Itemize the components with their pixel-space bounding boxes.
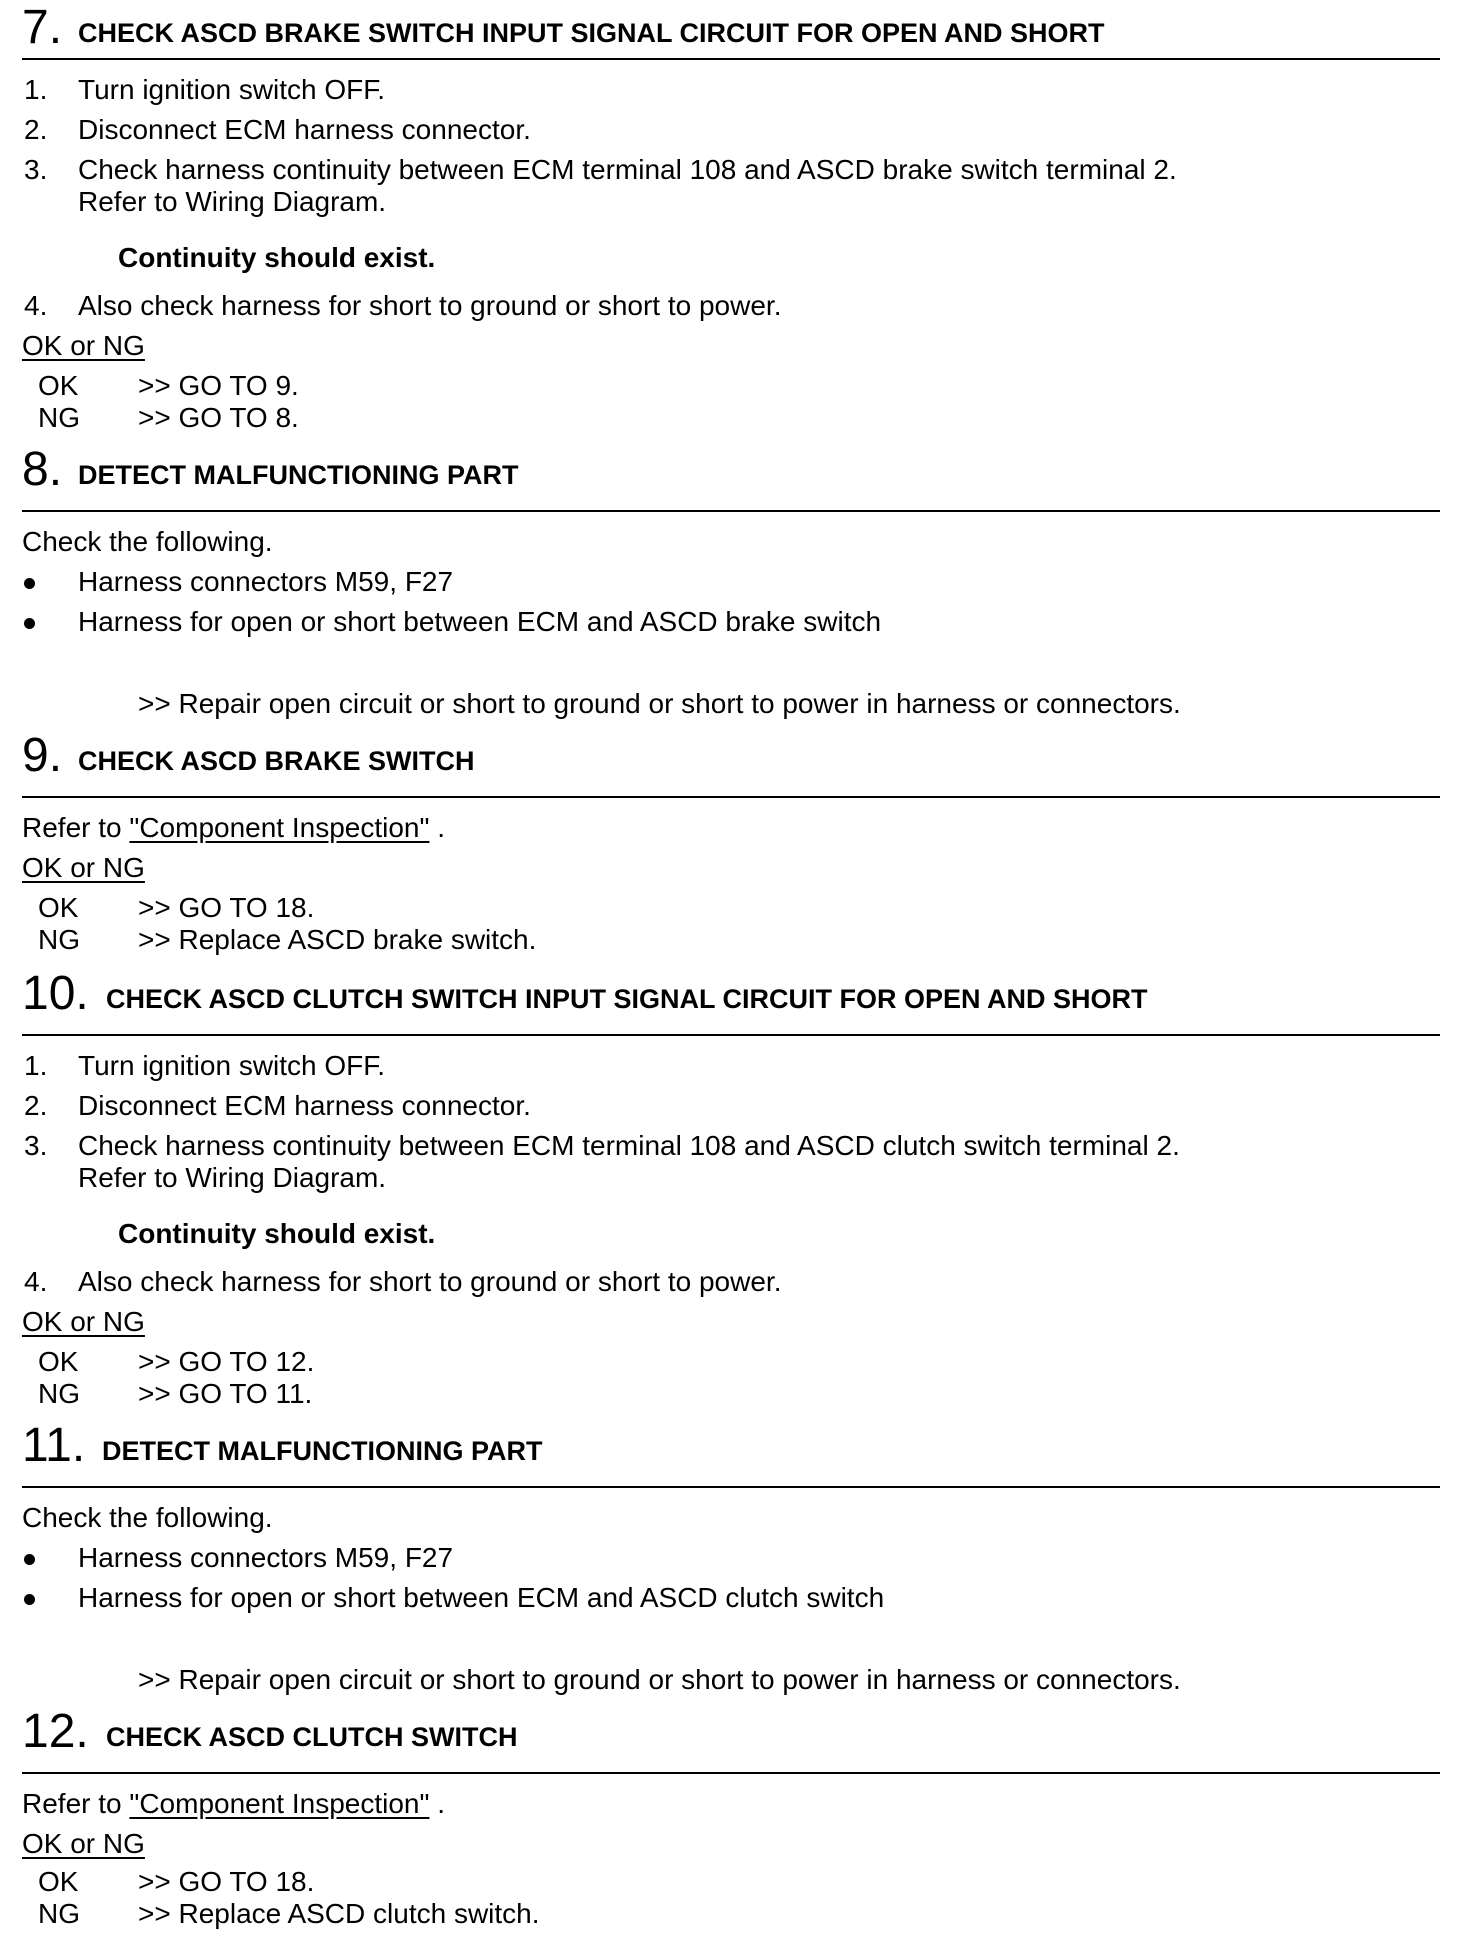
step-text: Disconnect ECM harness connector. xyxy=(78,1090,531,1121)
step-item xyxy=(0,114,1472,146)
step-9-header xyxy=(22,729,1440,782)
step-item xyxy=(0,1050,1472,1082)
step-item xyxy=(0,290,1472,322)
step-12-header xyxy=(22,1705,1440,1758)
refer-prefix: Refer to xyxy=(22,812,130,843)
bullet-item xyxy=(0,1542,1472,1574)
section-divider xyxy=(22,1034,1440,1036)
step-number: 7. xyxy=(22,1,63,54)
bullet-icon xyxy=(24,578,35,589)
step-10-header xyxy=(22,967,1440,1020)
step-item xyxy=(0,1130,1472,1194)
step-number: 12. xyxy=(22,1705,89,1758)
ng-action: >> Replace ASCD brake switch. xyxy=(138,924,537,955)
step-index: 3. xyxy=(24,1130,48,1161)
refer-line xyxy=(22,812,445,844)
section-divider xyxy=(22,1486,1440,1488)
component-inspection-link[interactable]: "Component Inspection" xyxy=(129,1788,430,1819)
bullet-icon xyxy=(24,1594,35,1605)
step-item xyxy=(0,74,1472,106)
ok-label: OK xyxy=(38,1346,79,1377)
bullet-icon xyxy=(24,1554,35,1565)
step-text-continued: Refer to Wiring Diagram. xyxy=(78,1162,387,1193)
ng-label: NG xyxy=(38,1898,80,1929)
step-index: 3. xyxy=(24,154,48,185)
step-item xyxy=(0,1090,1472,1122)
section-divider xyxy=(22,796,1440,798)
repair-action: >> Repair open circuit or short to ground or short to power in harness or connectors. xyxy=(138,688,1181,719)
step-number: 10. xyxy=(22,967,89,1020)
section-divider xyxy=(22,58,1440,60)
step-item xyxy=(0,1266,1472,1298)
component-inspection-link[interactable]: "Component Inspection" xyxy=(129,812,430,843)
step-index: 1. xyxy=(24,74,48,105)
step-number: 8. xyxy=(22,443,63,496)
step-index: 1. xyxy=(24,1050,48,1081)
step-7-header xyxy=(22,1,1440,54)
step-index: 4. xyxy=(24,290,48,321)
ng-result-row xyxy=(0,1898,1472,1930)
continuity-note: Continuity should exist. xyxy=(118,242,436,273)
section-divider xyxy=(22,510,1440,512)
section-divider xyxy=(22,1772,1440,1774)
ok-or-ng-heading: OK or NG xyxy=(22,1828,145,1859)
step-title: CHECK ASCD CLUTCH SWITCH INPUT SIGNAL CIRCUIT FOR OPEN AND SHORT xyxy=(106,984,1148,1014)
ng-label: NG xyxy=(38,924,80,955)
continuity-note: Continuity should exist. xyxy=(118,1218,436,1249)
ok-label: OK xyxy=(38,370,79,401)
ng-action: >> GO TO 8. xyxy=(138,402,299,433)
step-8-header xyxy=(22,443,1440,496)
ok-or-ng-heading: OK or NG xyxy=(22,330,145,361)
repair-action: >> Repair open circuit or short to ground or short to power in harness or connectors. xyxy=(138,1664,1181,1695)
step-number: 11. xyxy=(22,1419,86,1472)
step-title: CHECK ASCD BRAKE SWITCH INPUT SIGNAL CIRCUIT FOR OPEN AND SHORT xyxy=(78,18,1105,48)
step-text: Also check harness for short to ground or short to power. xyxy=(78,1266,782,1297)
step-text: Disconnect ECM harness connector. xyxy=(78,114,531,145)
step-text: Check harness continuity between ECM terminal 108 and ASCD clutch switch terminal 2. xyxy=(78,1130,1180,1161)
bullet-text: Harness connectors M59, F27 xyxy=(78,566,454,597)
ok-action: >> GO TO 18. xyxy=(138,892,315,923)
step-title: DETECT MALFUNCTIONING PART xyxy=(78,460,519,490)
refer-suffix: . xyxy=(429,812,446,843)
step-index: 2. xyxy=(24,1090,48,1121)
step-text: Turn ignition switch OFF. xyxy=(78,1050,386,1081)
ok-label: OK xyxy=(38,892,79,923)
ng-label: NG xyxy=(38,402,80,433)
bullet-item xyxy=(0,1582,1472,1614)
ok-result-row xyxy=(0,892,1472,924)
step-11-header xyxy=(22,1419,1440,1472)
bullet-text: Harness connectors M59, F27 xyxy=(78,1542,454,1573)
ng-action: >> Replace ASCD clutch switch. xyxy=(138,1898,540,1929)
bullet-item xyxy=(0,566,1472,598)
refer-prefix: Refer to xyxy=(22,1788,130,1819)
ok-result-row xyxy=(0,1866,1472,1898)
check-intro: Check the following. xyxy=(22,1502,273,1533)
check-intro: Check the following. xyxy=(22,526,273,557)
refer-line xyxy=(22,1788,445,1820)
bullet-text: Harness for open or short between ECM and ASCD brake switch xyxy=(78,606,882,637)
step-text: Turn ignition switch OFF. xyxy=(78,74,386,105)
step-number: 9. xyxy=(22,729,63,782)
step-title: CHECK ASCD BRAKE SWITCH xyxy=(78,746,475,776)
step-title: CHECK ASCD CLUTCH SWITCH xyxy=(106,1722,518,1752)
bullet-icon xyxy=(24,618,35,629)
step-item xyxy=(0,154,1472,218)
step-title: DETECT MALFUNCTIONING PART xyxy=(102,1436,543,1466)
step-index: 4. xyxy=(24,1266,48,1297)
ok-action: >> GO TO 12. xyxy=(138,1346,315,1377)
ok-action: >> GO TO 18. xyxy=(138,1866,315,1897)
ok-or-ng-heading: OK or NG xyxy=(22,1306,145,1337)
ok-action: >> GO TO 9. xyxy=(138,370,299,401)
bullet-text: Harness for open or short between ECM and ASCD clutch switch xyxy=(78,1582,885,1613)
step-text: Check harness continuity between ECM terminal 108 and ASCD brake switch terminal 2. xyxy=(78,154,1177,185)
step-text-continued: Refer to Wiring Diagram. xyxy=(78,186,387,217)
ng-action: >> GO TO 11. xyxy=(138,1378,313,1409)
ng-label: NG xyxy=(38,1378,80,1409)
step-text: Also check harness for short to ground or short to power. xyxy=(78,290,782,321)
ng-result-row xyxy=(0,924,1472,956)
ng-result-row xyxy=(0,402,1472,434)
step-index: 2. xyxy=(24,114,48,145)
ng-result-row xyxy=(0,1378,1472,1410)
ok-result-row xyxy=(0,370,1472,402)
ok-label: OK xyxy=(38,1866,79,1897)
ok-result-row xyxy=(0,1346,1472,1378)
refer-suffix: . xyxy=(429,1788,446,1819)
ok-or-ng-heading: OK or NG xyxy=(22,852,145,883)
bullet-item xyxy=(0,606,1472,638)
